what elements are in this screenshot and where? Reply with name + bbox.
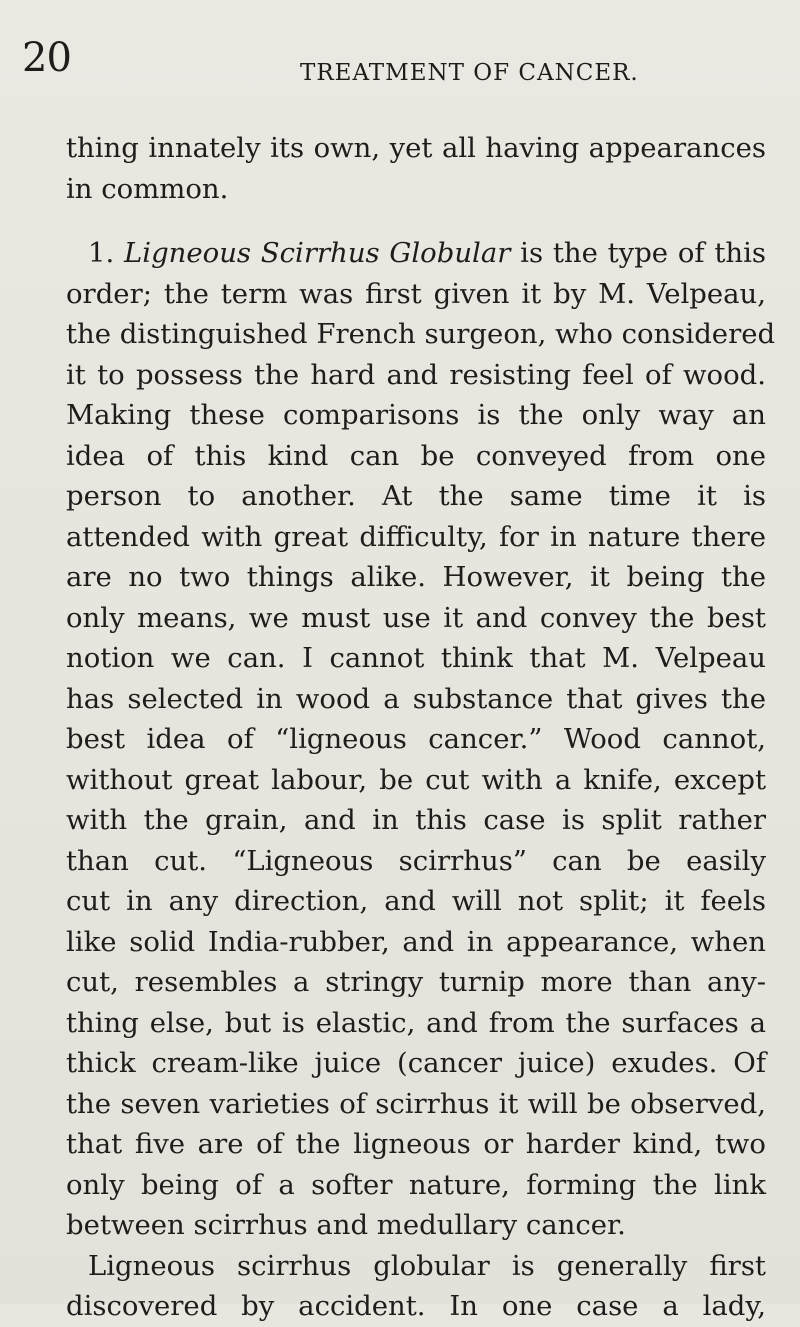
paragraph-gap: [66, 209, 766, 233]
text-line: Ligneous scirrhus globular is generally first: [88, 1249, 766, 1282]
paragraph-lead-line: [66, 233, 766, 274]
text-line: thick cream-like juice (cancer juice) exudes. Of: [66, 1047, 766, 1079]
text-line: between scirrhus and medullary cancer.: [66, 1209, 626, 1241]
text-line: the seven varieties of scirrhus it will be observed,: [66, 1087, 766, 1120]
text-line: only means, we must use it and convey the best: [66, 601, 766, 634]
text-line: only being of a softer nature, forming the link: [66, 1168, 766, 1201]
text-line: thing innately its own, yet all having appearances: [66, 132, 766, 164]
text-line: it to possess the hard and resisting feel of wood.: [66, 358, 766, 391]
text-line: person to another. At the same time it is: [66, 480, 766, 512]
text-line: are no two things alike. However, it being the: [66, 561, 766, 593]
text-line: best idea of “ligneous cancer.” Wood cannot,: [66, 723, 766, 755]
page-number: 20: [22, 35, 71, 81]
text-line: that five are of the ligneous or harder kind, two: [66, 1128, 766, 1160]
running-head: TREATMENT OF CANCER.: [300, 60, 639, 86]
text-line: attended with great difficulty, for in nature there: [66, 520, 766, 553]
text-line: in common.: [66, 172, 229, 205]
text-line: like solid India-rubber, and in appearance, when: [66, 925, 766, 958]
text-line: without great labour, be cut with a knife, except: [66, 763, 766, 796]
text-line: discovered by accident. In one case a lady,: [66, 1290, 766, 1322]
text-line: thing else, but is elastic, and from the surfaces a: [66, 1006, 766, 1039]
text-line: cut, resembles a stringy turnip more than any-: [66, 966, 766, 998]
text-line: the distinguished French surgeon, who considered: [66, 318, 776, 350]
text-line: idea of this kind can be conveyed from one: [66, 439, 766, 472]
text-line: than cut. “Ligneous scirrhus” can be easily: [66, 844, 766, 877]
body-text: [66, 128, 776, 1327]
item-number: 1.: [88, 237, 115, 269]
variety-name: Ligneous Scirrhus Globular: [124, 237, 511, 269]
text-line: has selected in wood a substance that gives the: [66, 682, 766, 715]
text-line: order; the term was first given it by M. Velpeau,: [66, 277, 766, 310]
text-line: cut in any direction, and will not split; it feels: [66, 885, 766, 917]
text-line: with the grain, and in this case is split rather: [66, 804, 766, 836]
text-line: Making these comparisons is the only way an: [66, 399, 766, 431]
text-line: notion we can. I cannot think that M. Velpeau: [66, 642, 766, 674]
lead-line-rest: is the type of this: [520, 237, 766, 269]
